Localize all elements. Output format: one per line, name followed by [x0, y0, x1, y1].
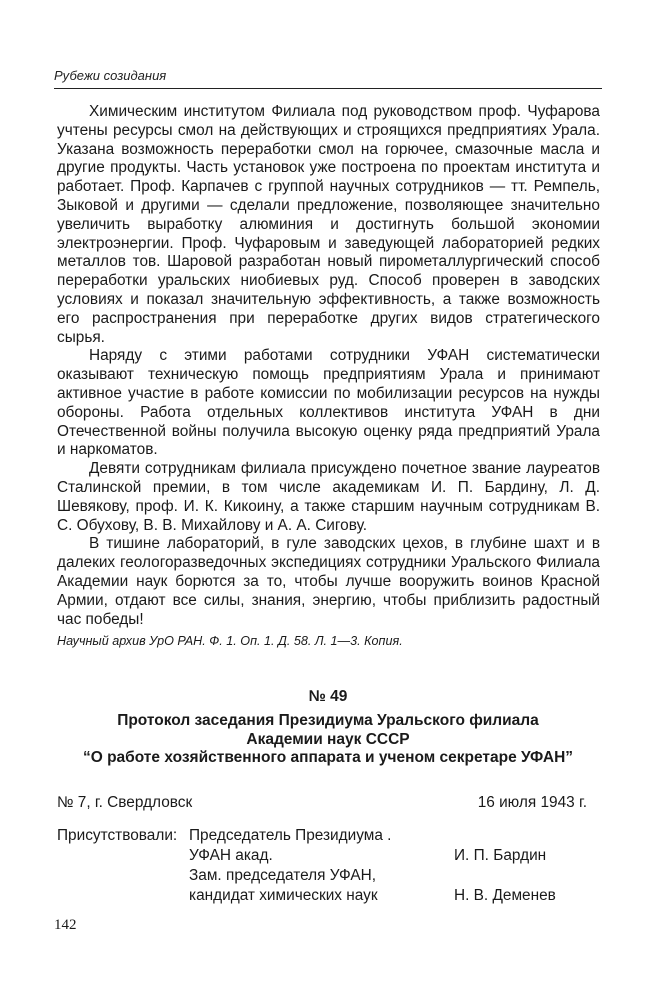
attendee-role: Зам. председателя УФАН, — [189, 867, 377, 884]
body-text — [57, 103, 600, 629]
attendee-role: УФАН акад. — [189, 847, 273, 864]
document-title-line: Протокол заседания Президиума Уральского филиала — [117, 712, 539, 729]
protocol-number-place: № 7, г. Свердловск — [57, 794, 193, 811]
attendee-name: И. П. Бардин — [454, 847, 547, 864]
paragraph: Наряду с этими работами сотрудники УФАН систематически оказывают техническую помощь предприятиям Урала и принимают активное участие в работе комиссии по мобилизации ресурсов на нужды обороны. Работа отдельных коллективов института УФАН в дни Отечественной войны получила высокую оценку ряда предприятий Урала и наркоматов. — [57, 347, 600, 459]
attendee-role: кандидат химических наук — [189, 887, 378, 904]
page-number: 142 — [54, 917, 77, 933]
paragraph: В тишине лабораторий, в гуле заводских цехов, в глубине шахт и в далеких геологоразведочных экспедициях сотрудники Уральского Филиала Академии наук борются за то, чтобы лучше вооружить воинов Красной Армии, отдают все силы, знания, энергию, чтобы приблизить радостный час победы! — [57, 535, 600, 628]
running-head: Рубежи созидания — [54, 68, 167, 83]
paragraph: Химическим институтом Филиала под руководством проф. Чуфарова учтены ресурсы смол на действующих и строящихся предприятиях Урала. Указана возможность переработки смол на горючее, смазочные масла и другие продукты. Часть установок уже построена по проектам института и работает. Проф. Карпачев с группой научных сотрудников — тт. Ремпель, Зыковой и другими — сделали предложение, позволяющее значительно увеличить выработку алюминия и достигнуть большой экономии электроэнергии. Проф. Чуфаровым и заведующей лабораторией редких металлов тов. Шаровой разработан новый пирометаллургический способ переработки уральских ниобиевых руд. Способ проверен в заводских условиях и показал значительную эффективность, а также возможность его распространения при переработке других видов стратегического сырья. — [57, 103, 600, 346]
header-rule — [54, 88, 602, 89]
document-number: № 49 — [308, 688, 348, 705]
archive-source-note: Научный архив УрО РАН. Ф. 1. Оп. 1. Д. 58. Л. 1—3. Копия. — [57, 634, 403, 648]
document-title-line: “О работе хозяйственного аппарата и ученом секретаре УФАН” — [82, 749, 574, 766]
document-title — [40, 712, 616, 768]
document-title-line: Академии наук СССР — [246, 730, 410, 748]
attendee-name: Н. В. Деменев — [454, 887, 556, 904]
attendee-role: Председатель Президиума . — [189, 827, 392, 844]
attendance-label: Присутствовали: — [57, 827, 178, 844]
paragraph: Девяти сотрудникам филиала присуждено почетное звание лауреатов Сталинской премии, в том числе академикам И. П. Бардину, Л. Д. Шевякову, проф. И. К. Кикоину, а также старшим научным сотрудникам В. С. Обухову, В. В. Михайлову и А. А. Сигову. — [57, 460, 600, 534]
protocol-date: 16 июля 1943 г. — [477, 794, 587, 811]
protocol-meta — [57, 794, 587, 812]
